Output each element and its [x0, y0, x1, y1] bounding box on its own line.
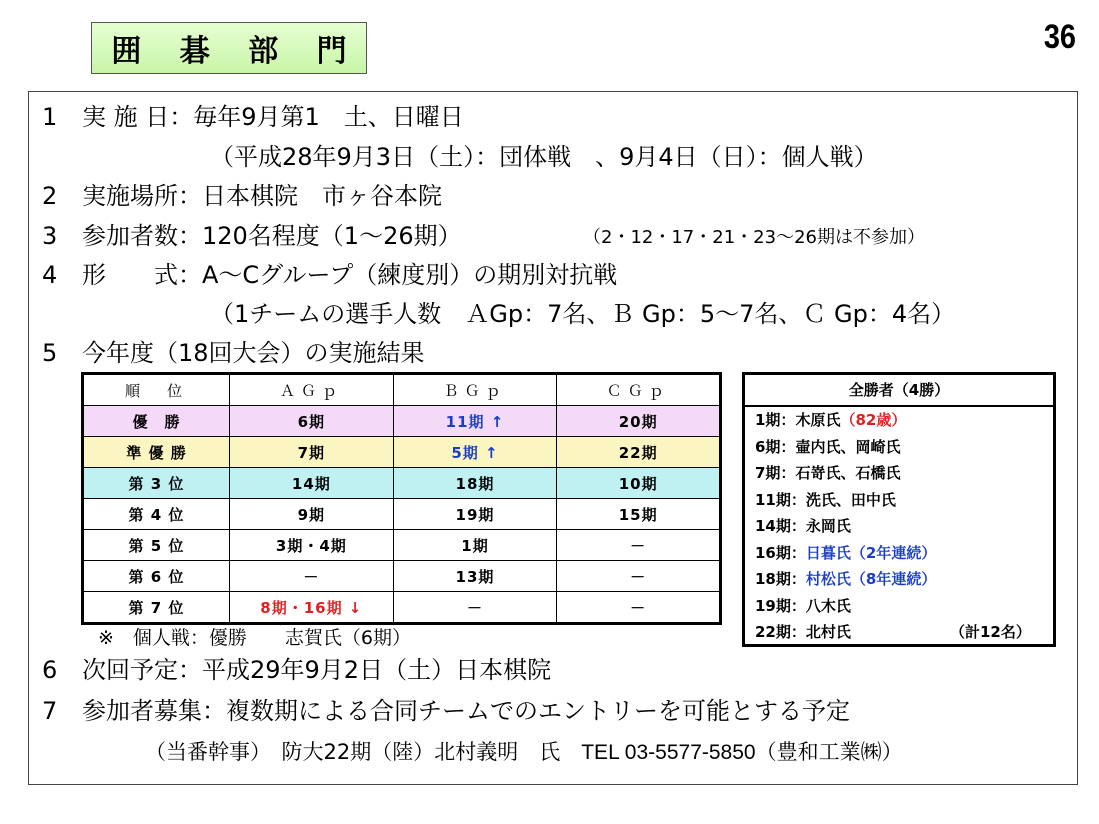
item-4: 4 形 式：A～Cグループ（練度別）の期別対抗戦 — [42, 261, 618, 289]
individual-result-note: ※ 個人戦：優勝 志賀氏（6期） — [98, 627, 412, 649]
list-item: 18期：村松氏（8年連続） — [755, 570, 937, 588]
list-item: 11期：洗氏、田中氏 — [755, 490, 896, 509]
item-5: 5 今年度（18回大会）の実施結果 — [42, 339, 425, 367]
table-header-row — [83, 374, 721, 406]
section-title: 囲 碁 部 門 — [91, 22, 367, 74]
list-item: 1期：木原氏（82歳） — [755, 411, 907, 429]
list-item: 14期：永岡氏 — [755, 517, 851, 535]
table-row: 第 5 位 3期・4期 1期 － — [83, 530, 721, 561]
list-item: 7期：石嵜氏、石橋氏 — [755, 464, 901, 482]
header-b-group: ＢＧｐ — [393, 374, 557, 406]
list-item: 6期：壷内氏、岡崎氏 — [755, 437, 901, 456]
list-item: 22期：北村氏 （計12名） — [745, 619, 1053, 646]
item-4-detail: （1チームの選手人数 ＡGp：7名、Ｂ Gp：5～7名、Ｃ Gp：4名） — [210, 300, 956, 328]
table-row: 優 勝 6期 11期 ↑ 20期 — [83, 406, 721, 437]
item-1-detail: （平成28年9月3日（土）：団体戦 、9月4日（日）：個人戦） — [210, 143, 878, 171]
header-a-group: ＡＧｐ — [230, 374, 394, 406]
item-3: 3 参加者数：120名程度（1～26期） — [42, 222, 462, 250]
item-2: 2 実施場所：日本棋院 市ヶ谷本院 — [42, 182, 442, 210]
item-7: 7 参加者募集：複数期による合同チームでのエントリーを可能とする予定 — [42, 697, 850, 725]
winners-total: （計12名） — [950, 623, 1031, 641]
table-row: 第 3 位 14期 18期 10期 — [83, 468, 721, 499]
contact-line: （当番幹事） 防大22期（陸）北村義明 氏 TEL 03-5577-5850（豊和工業㈱） — [145, 740, 903, 764]
table-row: 第 7 位 8期・16期 ↓ － － — [83, 592, 721, 624]
results-table — [81, 372, 722, 625]
item-3-note: （2・12・17・21・23～26期は不参加） — [583, 227, 925, 248]
winners-title: 全勝者（4勝） — [745, 375, 1053, 407]
page-number: 36 — [1043, 18, 1076, 56]
item-1: 1 実 施 日：毎年9月第1 土、日曜日 — [42, 103, 464, 131]
header-c-group: ＣＧｐ — [557, 374, 721, 406]
header-rank: 順 位 — [83, 374, 230, 406]
item-6: 6 次回予定：平成29年9月2日（土）日本棋院 — [42, 656, 552, 684]
table-row: 第 4 位 9期 19期 15期 — [83, 499, 721, 530]
table-row: 第 6 位 － 13期 － — [83, 561, 721, 592]
table-row: 準 優 勝 7期 5期 ↑ 22期 — [83, 437, 721, 468]
undefeated-winners-box — [742, 372, 1056, 647]
list-item: 16期：日暮氏（2年連続） — [755, 543, 937, 562]
list-item: 19期：八木氏 — [755, 596, 851, 615]
